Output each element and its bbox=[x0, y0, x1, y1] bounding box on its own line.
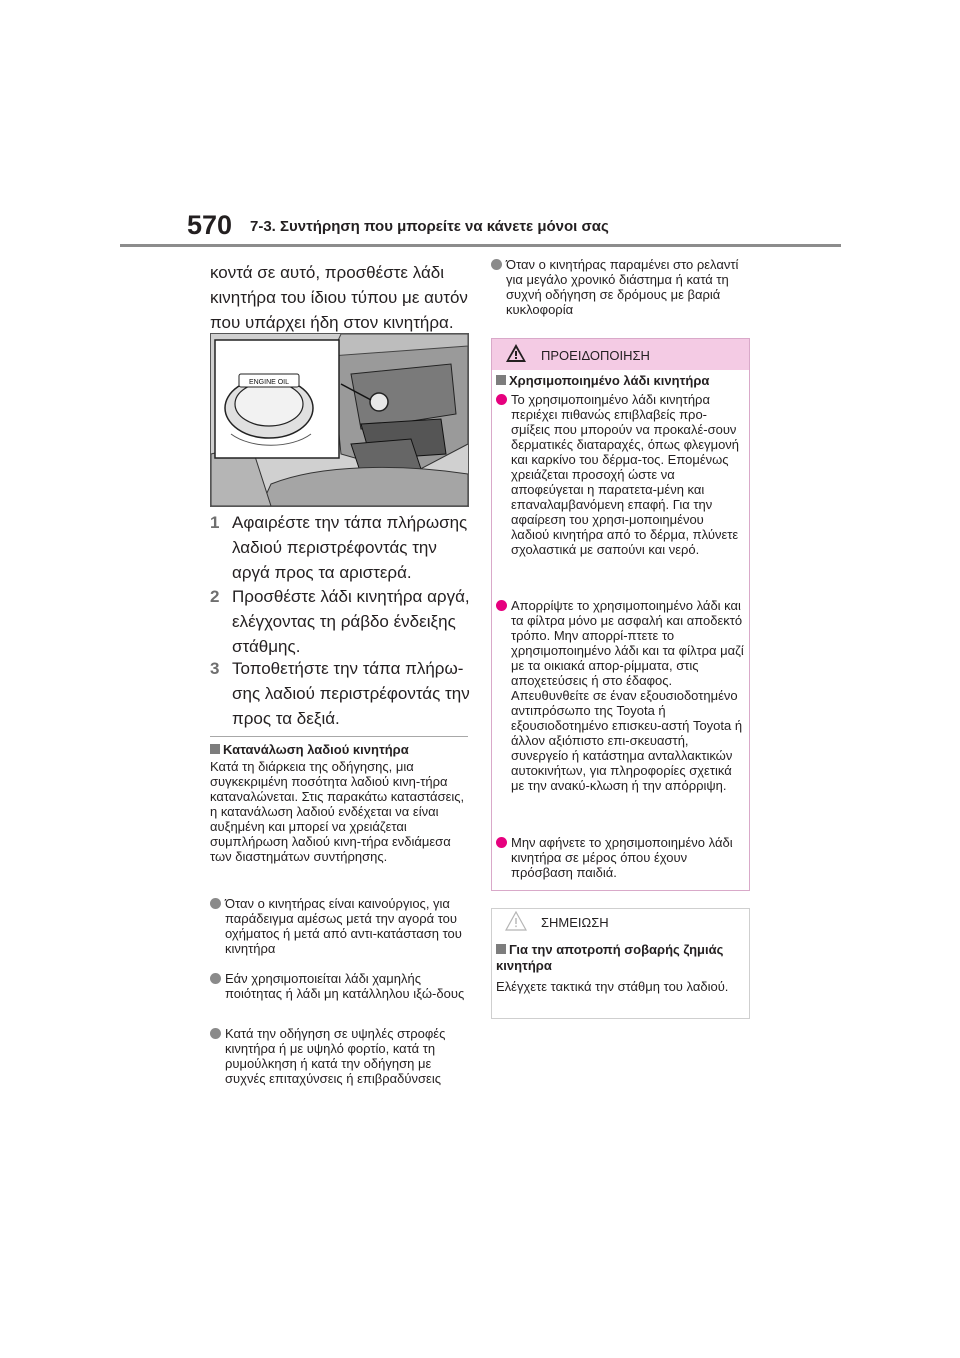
note-heading: Για την αποτροπή σοβαρής ζημιάς κινητήρα bbox=[496, 942, 724, 973]
bullet-icon bbox=[210, 898, 221, 909]
warning-title: ΠΡΟΕΙΔΟΠΟΙΗΣΗ bbox=[541, 348, 650, 363]
bullet-icon bbox=[496, 600, 507, 611]
step-2 bbox=[210, 584, 475, 659]
intro-paragraph: κοντά σε αυτό, προσθέστε λάδι κινητήρα του ίδιου τύπου με αυτόν που υπάρχει ήδη στον κινητήρα. bbox=[210, 263, 468, 332]
square-bullet-icon bbox=[496, 375, 506, 385]
square-bullet-icon bbox=[210, 744, 220, 754]
bullet-icon bbox=[491, 259, 502, 270]
section-title: 7-3. Συντήρηση που μπορείτε να κάνετε μόνοι σας bbox=[250, 218, 609, 235]
consumption-text: Κατά τη διάρκεια της οδήγησης, μια συγκεκριμένη ποσότητα λαδιού κινη-τήρα καταναλώνεται. Στις παρακάτω καταστάσεις, η κατανάλωση λαδιού ενδέχεται να είναι αυξημένη και μπορεί να χρειάζεται συμπλήρωση λαδιού κινη-τήρα ενδιάμεσα των διαστημάτων συντήρησης. bbox=[210, 759, 465, 864]
warning-heading: Χρησιμοποιημένο λάδι κινητήρα bbox=[496, 373, 746, 389]
engine-oil-cap-illustration bbox=[210, 333, 469, 507]
step-number: 1 bbox=[210, 513, 220, 532]
header-rule bbox=[120, 244, 841, 247]
section-divider bbox=[210, 736, 468, 737]
step-1 bbox=[210, 510, 475, 585]
step-number: 2 bbox=[210, 587, 220, 606]
note-title: ΣΗΜΕΙΩΣΗ bbox=[541, 915, 609, 930]
page-number: 570 bbox=[187, 210, 233, 240]
bullet-icon bbox=[496, 394, 507, 405]
square-bullet-icon bbox=[496, 944, 506, 954]
step-text: Αφαιρέστε την τάπα πλήρωσης λαδιού περιστρέφοντάς την αργά προς τα αριστερά. bbox=[232, 513, 468, 582]
step-number: 3 bbox=[210, 659, 220, 678]
step-3 bbox=[210, 656, 475, 731]
step-text: Προσθέστε λάδι κινητήρα αργά, ελέγχοντας τη ράβδο ένδειξης στάθμης. bbox=[232, 587, 470, 656]
list-item: Μην αφήνετε το χρησιμοποιημένο λάδι κινητήρα σε μέρος όπου έχουν πρόσβαση παιδιά. bbox=[496, 835, 744, 880]
cap-label: ENGINE OIL bbox=[248, 379, 290, 386]
warning-triangle-icon bbox=[505, 343, 527, 363]
list-item: Απορρίψτε το χρησιμοποιημένο λάδι και τα φίλτρα μόνο με ασφαλή και αποδεκτό τρόπο. Μην απορρί-πτετε το χρησιμοποιημένο λάδι και τα φίλτρα μαζί με τα οικιακά απορ-ρίμματα, στις αποχετεύσεις ή στο έδαφος. Απευθυνθείτε σε έναν εξουσιοδοτημένο αντιπρόσωπο της Toyota ή εξουσιοδοτημένο επισκευ-αστή Toyota ή άλλον αξιόπιστο επι-σκευαστή, συνεργείο ή κατάστημα ανταλλακτικών αυτοκινήτων, για πληροφορίες σχετικά με την ανακύ-κλωση ή την απόρριψη. bbox=[496, 598, 744, 793]
bullet-icon bbox=[210, 1028, 221, 1039]
consumption-heading: Κατανάλωση λαδιού κινητήρα bbox=[210, 742, 475, 758]
engine-bay-drawing bbox=[211, 334, 468, 506]
list-item: Όταν ο κινητήρας παραμένει στο ρελαντί για μεγάλο χρονικό διάστημα ή κατά τη συχνή οδήγηση σε δρόμους με βαριά κυκλοφορία bbox=[491, 257, 749, 317]
note-text: Ελέγχετε τακτικά την στάθμη του λαδιού. bbox=[496, 979, 729, 994]
list-item: Εάν χρησιμοποιείται λάδι χαμηλής ποιότητας ή λάδι μη κατάλληλου ιξώ-δους bbox=[210, 971, 472, 1001]
step-text: Τοποθετήστε την τάπα πλήρω-σης λαδιού περιστρέφοντάς την προς τα δεξιά. bbox=[232, 659, 470, 728]
list-item: Κατά την οδήγηση σε υψηλές στροφές κινητήρα ή με υψηλό φορτίο, κατά τη ρυμούλκηση ή κατά την οδήγηση με συχνές επιταχύνσεις ή επιβραδύνσεις bbox=[210, 1026, 472, 1086]
bullet-icon bbox=[210, 973, 221, 984]
list-item: Όταν ο κινητήρας είναι καινούργιος, για παράδειγμα αμέσως μετά την αγορά του οχήματος ή μετά από αντι-κατάσταση του κινητήρα bbox=[210, 896, 472, 956]
list-item: Το χρησιμοποιημένο λάδι κινητήρα περιέχει πιθανώς επιβλαβείς προ-σμίξεις που μπορούν να προκαλέ-σουν δερματικές διαταραχές, όπως φλεγμονή και καρκίνο του δέρμα-τος. Επομένως χρειάζεται προσοχή ώστε να αποφεύγεται η παρατετα-μένη και επαναλαμβανόμενη επαφή. Για την αφαίρεση του χρησι-μοποιημένου λαδιού κινητήρα από το δέρμα, πλύνετε σχολαστικά με σαπούνι και νερό. bbox=[496, 392, 744, 557]
bullet-icon bbox=[496, 837, 507, 848]
caution-triangle-icon bbox=[505, 911, 527, 931]
